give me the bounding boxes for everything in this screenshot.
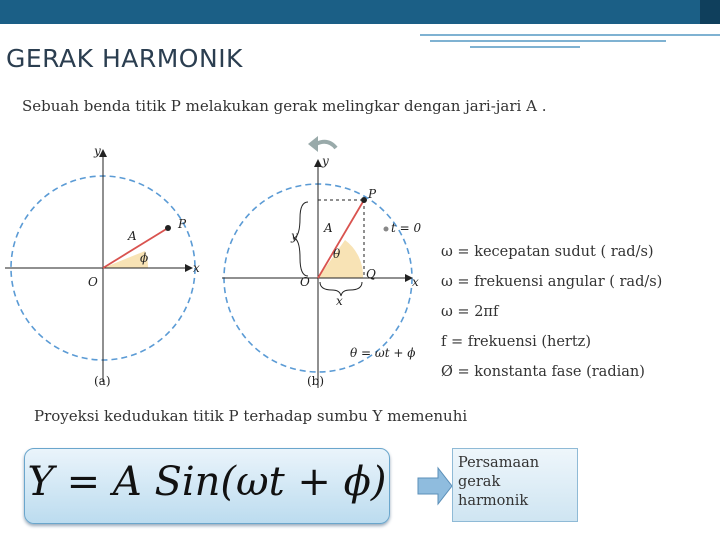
t0-label: t = 0 <box>391 221 422 235</box>
xlen-label: x <box>336 294 343 308</box>
legend-line-4: f = frekuensi (hertz) <box>441 334 591 350</box>
p-label-b: P <box>368 187 377 201</box>
arrow-right-icon <box>418 468 452 504</box>
slide-title: GERAK HARMONIK <box>6 44 243 73</box>
legend-line-5: Ø = konstanta fase (radian) <box>441 364 645 380</box>
note-box <box>452 448 578 522</box>
caption-b: (b) <box>307 374 325 388</box>
caption-a: (a) <box>94 374 111 388</box>
point-t0 <box>384 227 389 232</box>
radius-label-b: A <box>324 221 333 235</box>
harmonic-equation: Y = A Sin(ωt + ϕ) <box>27 459 387 505</box>
note-text <box>458 454 573 511</box>
point-p-b <box>361 197 367 203</box>
origin-label-a: O <box>88 275 98 289</box>
rotation-arc <box>316 142 336 148</box>
p-label-a: P <box>178 217 187 231</box>
radius-label-a: A <box>128 229 137 243</box>
figure-a <box>5 144 200 388</box>
legend-line-1: ω = kecepatan sudut ( rad/s) <box>441 244 654 260</box>
legend-line-3: ω = 2πf <box>441 304 499 320</box>
angle-label-a: ϕ <box>140 251 149 265</box>
theta-equation: θ = ωt + ϕ <box>350 346 416 360</box>
figure-b <box>222 136 422 388</box>
angle-wedge-b <box>318 240 363 278</box>
x-label-b: x <box>412 275 419 289</box>
projection-text: Proyeksi kedudukan titik P terhadap sumbu Y memenuhi <box>34 407 468 425</box>
note-line-3: harmonik <box>458 493 529 509</box>
y-label-b: y <box>322 154 329 168</box>
legend-line-2: ω = frekuensi angular ( rad/s) <box>441 274 663 290</box>
rotation-arrow-icon <box>308 136 318 152</box>
note-line-1: Persamaan <box>458 455 540 471</box>
q-label-b: Q <box>366 267 376 281</box>
intro-text: Sebuah benda titik P melakukan gerak melingkar dengan jari-jari A . <box>22 97 547 115</box>
angle-label-b: θ <box>333 247 341 261</box>
ylen-label: y <box>291 229 298 243</box>
y-label-a: y <box>94 144 101 158</box>
formula-box <box>24 448 390 524</box>
note-line-2: gerak <box>458 474 501 490</box>
point-p-a <box>165 225 171 231</box>
origin-label-b: O <box>300 275 310 289</box>
x-label-a: x <box>193 261 200 275</box>
